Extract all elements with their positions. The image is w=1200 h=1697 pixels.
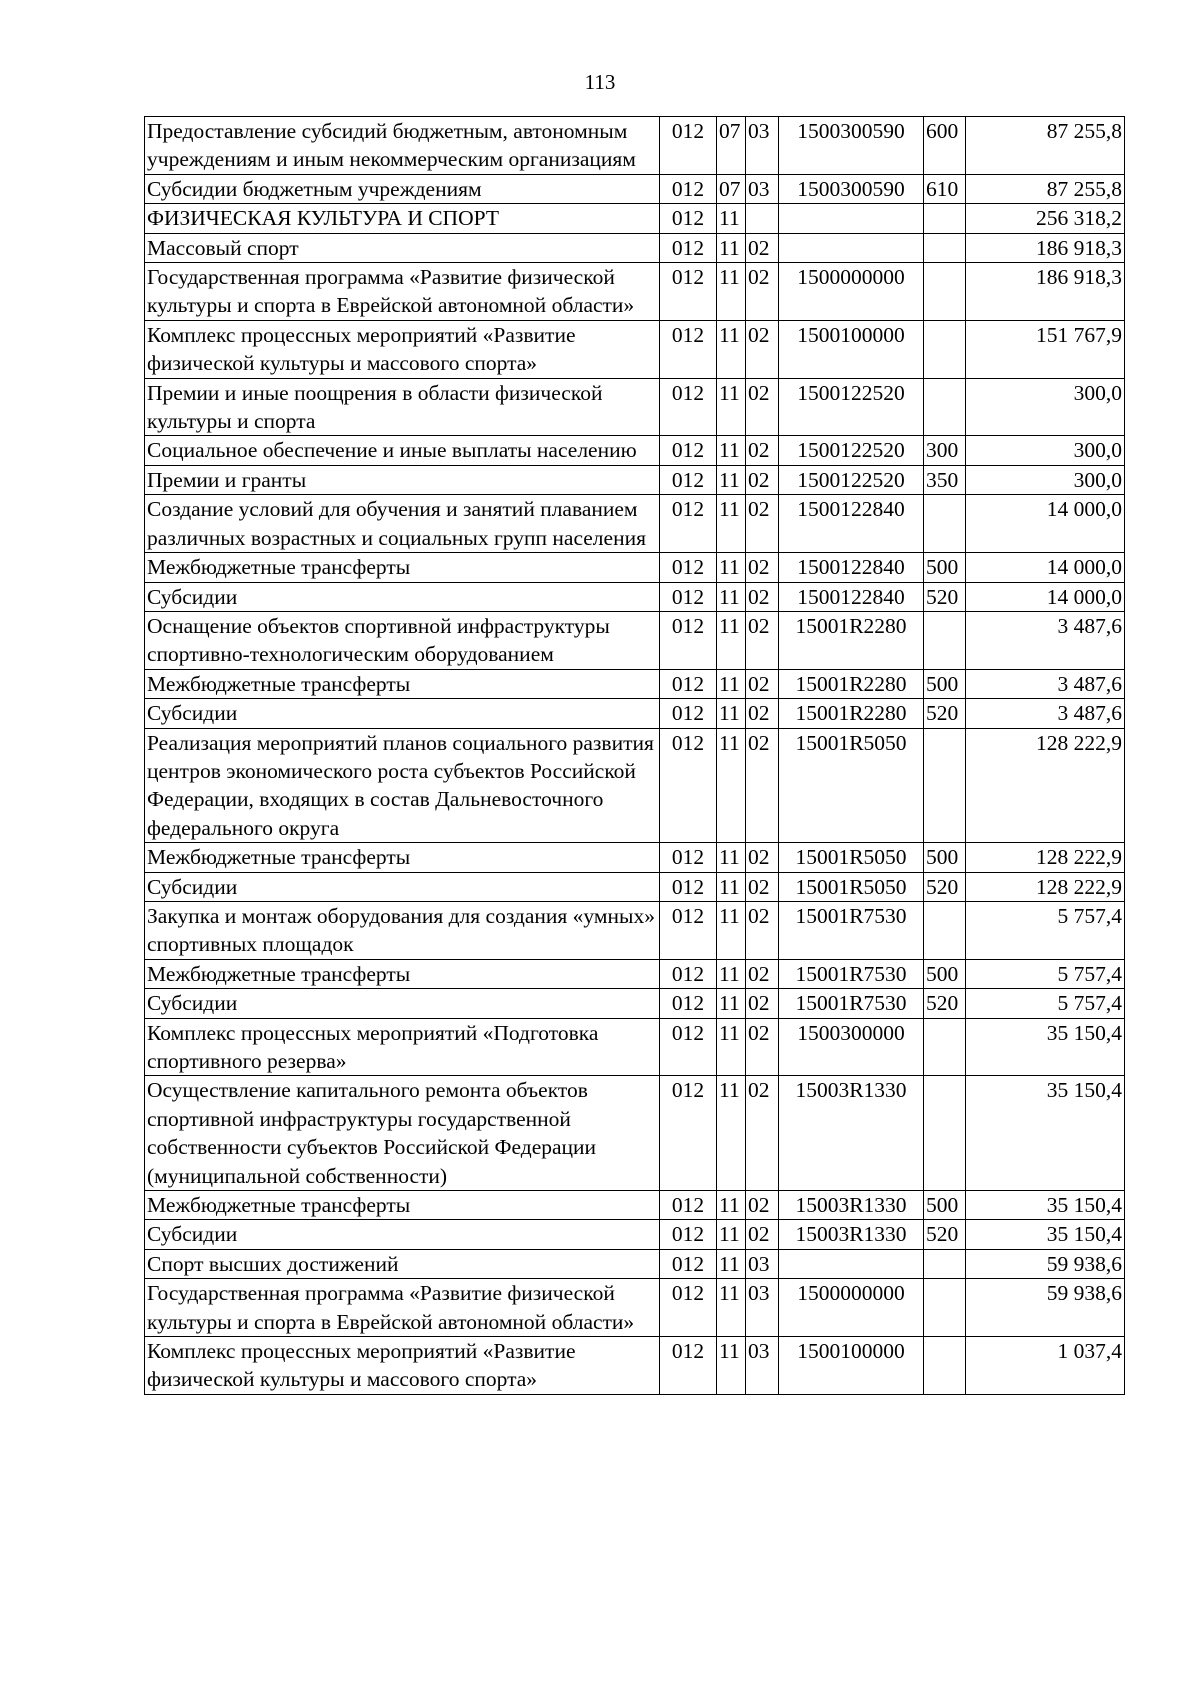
row-section-cell: 11 [717,1249,746,1278]
row-amount-cell: 300,0 [966,436,1125,465]
row-expense-type-cell: 500 [924,1191,966,1220]
row-name-cell: Субсидии [145,989,660,1018]
row-subsection-cell: 02 [746,611,779,669]
row-target-article-cell: 15001R7530 [779,989,924,1018]
row-target-article-cell: 15001R5050 [779,843,924,872]
table-row [145,1018,1125,1076]
row-grbs-cell: 012 [660,436,717,465]
row-expense-type-cell: 500 [924,843,966,872]
row-amount-cell: 35 150,4 [966,1076,1125,1191]
row-amount-cell: 14 000,0 [966,582,1125,611]
table-row [145,1249,1125,1278]
row-amount-cell: 5 757,4 [966,989,1125,1018]
table-row [145,582,1125,611]
row-subsection-cell: 03 [746,174,779,203]
row-grbs-cell: 012 [660,320,717,378]
row-subsection-cell: 02 [746,699,779,728]
row-amount-cell: 59 938,6 [966,1279,1125,1337]
row-name-cell: Оснащение объектов спортивной инфраструктуры спортивно-технологическим оборудованием [145,611,660,669]
table-row [145,1279,1125,1337]
row-section-cell: 11 [717,989,746,1018]
row-amount-cell: 256 318,2 [966,204,1125,233]
table-row [145,204,1125,233]
row-section-cell: 11 [717,1220,746,1249]
row-name-cell: Закупка и монтаж оборудования для создания «умных» спортивных площадок [145,901,660,959]
row-subsection-cell: 02 [746,378,779,436]
row-target-article-cell: 1500000000 [779,1279,924,1337]
row-name-cell: Субсидии [145,872,660,901]
row-amount-cell: 35 150,4 [966,1018,1125,1076]
table-row [145,901,1125,959]
row-expense-type-cell [924,901,966,959]
row-name-cell: Межбюджетные трансферты [145,843,660,872]
row-amount-cell: 300,0 [966,378,1125,436]
table-row [145,843,1125,872]
row-section-cell: 07 [717,117,746,175]
table-row [145,1220,1125,1249]
row-amount-cell: 35 150,4 [966,1191,1125,1220]
table-row [145,1076,1125,1191]
row-expense-type-cell [924,320,966,378]
row-section-cell: 11 [717,263,746,321]
row-subsection-cell: 02 [746,843,779,872]
row-section-cell: 11 [717,553,746,582]
row-expense-type-cell [924,495,966,553]
row-grbs-cell: 012 [660,959,717,988]
row-grbs-cell: 012 [660,204,717,233]
row-grbs-cell: 012 [660,669,717,698]
row-amount-cell: 300,0 [966,465,1125,494]
row-amount-cell: 87 255,8 [966,117,1125,175]
row-expense-type-cell [924,1249,966,1278]
row-expense-type-cell: 500 [924,959,966,988]
row-grbs-cell: 012 [660,872,717,901]
row-expense-type-cell: 350 [924,465,966,494]
row-section-cell: 11 [717,669,746,698]
row-subsection-cell: 02 [746,436,779,465]
row-name-cell: Осуществление капитального ремонта объектов спортивной инфраструктуры государственной собственности субъектов Российской Федерации (муниципальной собственности) [145,1076,660,1191]
row-section-cell: 11 [717,1191,746,1220]
row-subsection-cell: 02 [746,1220,779,1249]
budget-table [144,116,1125,1395]
row-name-cell: Субсидии [145,582,660,611]
row-grbs-cell: 012 [660,699,717,728]
row-section-cell: 11 [717,436,746,465]
row-section-cell: 11 [717,495,746,553]
row-expense-type-cell: 610 [924,174,966,203]
row-grbs-cell: 012 [660,1220,717,1249]
row-section-cell: 11 [717,320,746,378]
row-name-cell: Межбюджетные трансферты [145,1191,660,1220]
row-target-article-cell: 15001R7530 [779,959,924,988]
row-section-cell: 11 [717,959,746,988]
row-amount-cell: 3 487,6 [966,669,1125,698]
row-target-article-cell: 15001R5050 [779,728,924,843]
row-subsection-cell: 02 [746,669,779,698]
row-section-cell: 11 [717,465,746,494]
row-section-cell: 11 [717,901,746,959]
row-section-cell: 11 [717,1279,746,1337]
row-expense-type-cell: 520 [924,872,966,901]
row-expense-type-cell [924,378,966,436]
row-section-cell: 11 [717,233,746,262]
table-row [145,378,1125,436]
row-grbs-cell: 012 [660,174,717,203]
table-row [145,263,1125,321]
row-name-cell: Межбюджетные трансферты [145,669,660,698]
row-grbs-cell: 012 [660,1191,717,1220]
table-row [145,989,1125,1018]
row-amount-cell: 128 222,9 [966,872,1125,901]
row-section-cell: 11 [717,204,746,233]
row-target-article-cell: 15003R1330 [779,1220,924,1249]
row-grbs-cell: 012 [660,263,717,321]
row-name-cell: Премии и гранты [145,465,660,494]
row-name-cell: Комплекс процессных мероприятий «Развитие физической культуры и массового спорта» [145,1337,660,1395]
row-grbs-cell: 012 [660,901,717,959]
row-expense-type-cell: 520 [924,699,966,728]
row-expense-type-cell: 300 [924,436,966,465]
row-name-cell: Государственная программа «Развитие физической культуры и спорта в Еврейской автономной области» [145,1279,660,1337]
row-amount-cell: 5 757,4 [966,901,1125,959]
row-target-article-cell: 1500300590 [779,117,924,175]
row-subsection-cell: 03 [746,1279,779,1337]
row-target-article-cell: 1500300000 [779,1018,924,1076]
row-subsection-cell: 02 [746,465,779,494]
row-subsection-cell: 03 [746,1337,779,1395]
row-target-article-cell: 1500100000 [779,1337,924,1395]
row-name-cell: Предоставление субсидий бюджетным, автономным учреждениям и иным некоммерческим организациям [145,117,660,175]
row-name-cell: Субсидии [145,1220,660,1249]
row-amount-cell: 3 487,6 [966,611,1125,669]
row-amount-cell: 151 767,9 [966,320,1125,378]
row-subsection-cell: 02 [746,582,779,611]
row-amount-cell: 3 487,6 [966,699,1125,728]
table-row [145,465,1125,494]
row-expense-type-cell [924,1337,966,1395]
row-name-cell: Реализация мероприятий планов социального развития центров экономического роста субъектов Российской Федерации, входящих в состав Дальневосточного федерального округа [145,728,660,843]
row-target-article-cell: 1500000000 [779,263,924,321]
table-row [145,699,1125,728]
table-row [145,959,1125,988]
row-amount-cell: 128 222,9 [966,843,1125,872]
row-name-cell: Спорт высших достижений [145,1249,660,1278]
row-target-article-cell [779,204,924,233]
row-target-article-cell: 15001R5050 [779,872,924,901]
table-row [145,553,1125,582]
table-row [145,320,1125,378]
row-amount-cell: 186 918,3 [966,233,1125,262]
table-row [145,669,1125,698]
row-grbs-cell: 012 [660,117,717,175]
row-section-cell: 11 [717,1018,746,1076]
row-grbs-cell: 012 [660,843,717,872]
row-grbs-cell: 012 [660,1279,717,1337]
row-expense-type-cell: 520 [924,582,966,611]
row-expense-type-cell [924,1076,966,1191]
table-row [145,436,1125,465]
row-name-cell: Комплекс процессных мероприятий «Развитие физической культуры и массового спорта» [145,320,660,378]
row-grbs-cell: 012 [660,465,717,494]
row-expense-type-cell: 500 [924,669,966,698]
row-amount-cell: 14 000,0 [966,553,1125,582]
row-subsection-cell: 02 [746,1191,779,1220]
row-section-cell: 07 [717,174,746,203]
row-target-article-cell: 1500300590 [779,174,924,203]
row-grbs-cell: 012 [660,1337,717,1395]
row-amount-cell: 59 938,6 [966,1249,1125,1278]
row-grbs-cell: 012 [660,611,717,669]
row-amount-cell: 5 757,4 [966,959,1125,988]
row-section-cell: 11 [717,699,746,728]
row-expense-type-cell: 600 [924,117,966,175]
row-grbs-cell: 012 [660,233,717,262]
row-subsection-cell: 02 [746,901,779,959]
row-subsection-cell: 02 [746,989,779,1018]
row-section-cell: 11 [717,582,746,611]
row-subsection-cell: 02 [746,553,779,582]
table-row [145,117,1125,175]
row-subsection-cell: 02 [746,263,779,321]
row-name-cell: Межбюджетные трансферты [145,553,660,582]
table-row [145,174,1125,203]
row-section-cell: 11 [717,611,746,669]
row-subsection-cell: 02 [746,1018,779,1076]
row-grbs-cell: 012 [660,1076,717,1191]
row-expense-type-cell: 520 [924,1220,966,1249]
row-section-cell: 11 [717,1337,746,1395]
row-target-article-cell: 15001R7530 [779,901,924,959]
row-expense-type-cell [924,1018,966,1076]
row-subsection-cell: 02 [746,872,779,901]
row-name-cell: Субсидии [145,699,660,728]
row-target-article-cell: 1500122840 [779,495,924,553]
table-row [145,728,1125,843]
page-number: 113 [584,70,616,94]
row-name-cell: Создание условий для обучения и занятий плаванием различных возрастных и социальных групп населения [145,495,660,553]
row-target-article-cell: 15001R2280 [779,699,924,728]
row-amount-cell: 35 150,4 [966,1220,1125,1249]
row-expense-type-cell: 500 [924,553,966,582]
row-target-article-cell: 1500122840 [779,582,924,611]
row-grbs-cell: 012 [660,495,717,553]
row-section-cell: 11 [717,728,746,843]
row-subsection-cell [746,204,779,233]
table-row [145,1337,1125,1395]
row-expense-type-cell [924,611,966,669]
table-row [145,233,1125,262]
row-target-article-cell: 15001R2280 [779,611,924,669]
row-target-article-cell: 1500122840 [779,553,924,582]
row-target-article-cell [779,1249,924,1278]
row-name-cell: Премии и иные поощрения в области физической культуры и спорта [145,378,660,436]
row-target-article-cell: 15001R2280 [779,669,924,698]
row-amount-cell: 186 918,3 [966,263,1125,321]
row-target-article-cell: 1500122520 [779,378,924,436]
row-expense-type-cell [924,204,966,233]
row-amount-cell: 14 000,0 [966,495,1125,553]
row-target-article-cell: 15003R1330 [779,1076,924,1191]
row-grbs-cell: 012 [660,989,717,1018]
budget-table-body [145,117,1125,1395]
row-name-cell: Государственная программа «Развитие физической культуры и спорта в Еврейской автономной области» [145,263,660,321]
row-target-article-cell: 15003R1330 [779,1191,924,1220]
row-grbs-cell: 012 [660,1249,717,1278]
row-subsection-cell: 03 [746,117,779,175]
row-name-cell: Социальное обеспечение и иные выплаты населению [145,436,660,465]
row-grbs-cell: 012 [660,378,717,436]
row-section-cell: 11 [717,843,746,872]
row-subsection-cell: 02 [746,495,779,553]
row-subsection-cell: 02 [746,320,779,378]
table-row [145,872,1125,901]
row-target-article-cell [779,233,924,262]
table-row [145,1191,1125,1220]
row-expense-type-cell [924,233,966,262]
row-expense-type-cell [924,728,966,843]
row-name-cell: Массовый спорт [145,233,660,262]
row-expense-type-cell [924,1279,966,1337]
row-subsection-cell: 02 [746,959,779,988]
table-row [145,495,1125,553]
row-expense-type-cell: 520 [924,989,966,1018]
row-grbs-cell: 012 [660,728,717,843]
row-amount-cell: 1 037,4 [966,1337,1125,1395]
row-target-article-cell: 1500100000 [779,320,924,378]
row-subsection-cell: 03 [746,1249,779,1278]
row-grbs-cell: 012 [660,1018,717,1076]
row-target-article-cell: 1500122520 [779,465,924,494]
row-amount-cell: 128 222,9 [966,728,1125,843]
row-name-cell: Комплекс процессных мероприятий «Подготовка спортивного резерва» [145,1018,660,1076]
row-subsection-cell: 02 [746,728,779,843]
row-name-cell: Межбюджетные трансферты [145,959,660,988]
row-name-cell: Субсидии бюджетным учреждениям [145,174,660,203]
table-row [145,611,1125,669]
row-grbs-cell: 012 [660,553,717,582]
row-grbs-cell: 012 [660,582,717,611]
row-expense-type-cell [924,263,966,321]
row-subsection-cell: 02 [746,1076,779,1191]
row-section-cell: 11 [717,872,746,901]
row-target-article-cell: 1500122520 [779,436,924,465]
row-subsection-cell: 02 [746,233,779,262]
row-name-cell: ФИЗИЧЕСКАЯ КУЛЬТУРА И СПОРТ [145,204,660,233]
row-section-cell: 11 [717,1076,746,1191]
row-section-cell: 11 [717,378,746,436]
row-amount-cell: 87 255,8 [966,174,1125,203]
